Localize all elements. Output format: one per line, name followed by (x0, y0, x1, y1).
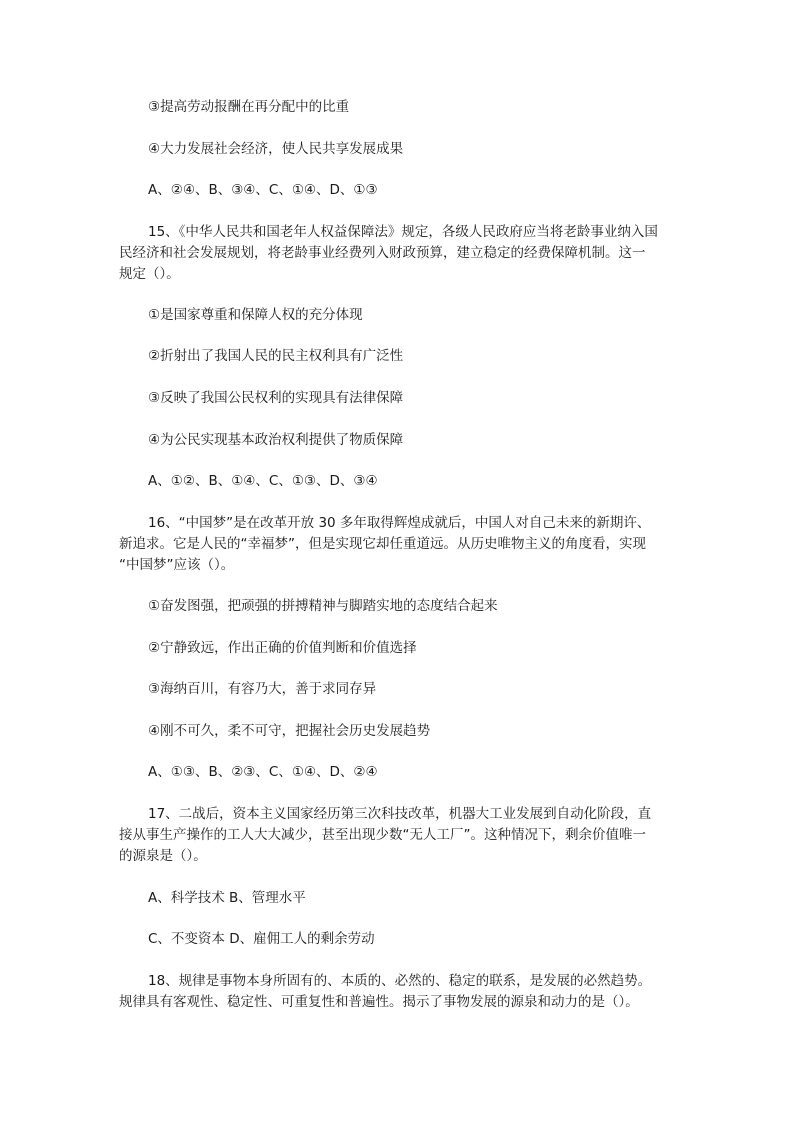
answer-choices-ab: A、科学技术 B、管理水平 (148, 890, 306, 906)
option-3-text: ③提高劳动报酬在再分配中的比重 (148, 99, 350, 115)
question-17-line-1: 17、二战后，资本主义国家经历第三次科技改革，机器大工业发展到自动化阶段，直 (148, 806, 652, 822)
answer-choices-cd: C、不变资本 D、雇佣工人的剩余劳动 (148, 931, 375, 947)
question-15-line-1: 15、《中华人民共和国老年人权益保障法》规定，各级人民政府应当将老龄事业纳入国 (148, 224, 658, 240)
option-2-text: ②折射出了我国人民的民主权利具有广泛性 (148, 348, 404, 364)
question-16-line-2: 新追求。它是人民的“幸福梦”，但是实现它却任重道远。从历史唯物主义的角度看，实现 (119, 536, 646, 552)
answer-choices: A、②④、B、③④、C、①④、D、①③ (148, 182, 378, 198)
question-15-line-3: 规定（）。 (119, 266, 180, 282)
answer-choices: A、①③、B、②③、C、①④、D、②④ (148, 764, 378, 780)
option-4-text: ④大力发展社会经济，使人民共享发展成果 (148, 141, 404, 157)
question-16-line-3: “中国梦”应该（）。 (119, 557, 235, 573)
option-2-text: ②宁静致远，作出正确的价值判断和价值选择 (148, 640, 417, 656)
question-15-line-2: 民经济和社会发展规划，将老龄事业经费列入财政预算，建立稳定的经费保障机制。这一 (119, 245, 646, 261)
question-18-line-1: 18、规律是事物本身所固有的、本质的、必然的、稳定的联系，是发展的必然趋势。 (148, 973, 652, 989)
question-17-line-2: 接从事生产操作的工人大大减少，甚至出现少数“无人工厂”。这种情况下，剩余价值唯一 (119, 827, 646, 843)
question-17-line-3: 的源泉是（）。 (119, 848, 207, 864)
option-1-text: ①是国家尊重和保障人权的充分体现 (148, 307, 363, 323)
option-3-text: ③反映了我国公民权利的实现具有法律保障 (148, 390, 404, 406)
option-4-text: ④为公民实现基本政治权利提供了物质保障 (148, 432, 404, 448)
answer-choices: A、①②、B、①④、C、①③、D、③④ (148, 473, 378, 489)
question-16-line-1: 16、“中国梦”是在改革开放 30 多年取得辉煌成就后，中国人对自己未来的新期许、 (148, 515, 651, 531)
question-18-line-2: 规律具有客观性、稳定性、可重复性和普遍性。揭示了事物发展的源泉和动力的是（）。 (119, 994, 639, 1010)
option-3-text: ③海纳百川，有容乃大，善于求同存异 (148, 681, 377, 697)
option-1-text: ①奋发图强，把顽强的拼搏精神与脚踏实地的态度结合起来 (148, 598, 498, 614)
option-4-text: ④刚不可久，柔不可守，把握社会历史发展趋势 (148, 723, 431, 739)
